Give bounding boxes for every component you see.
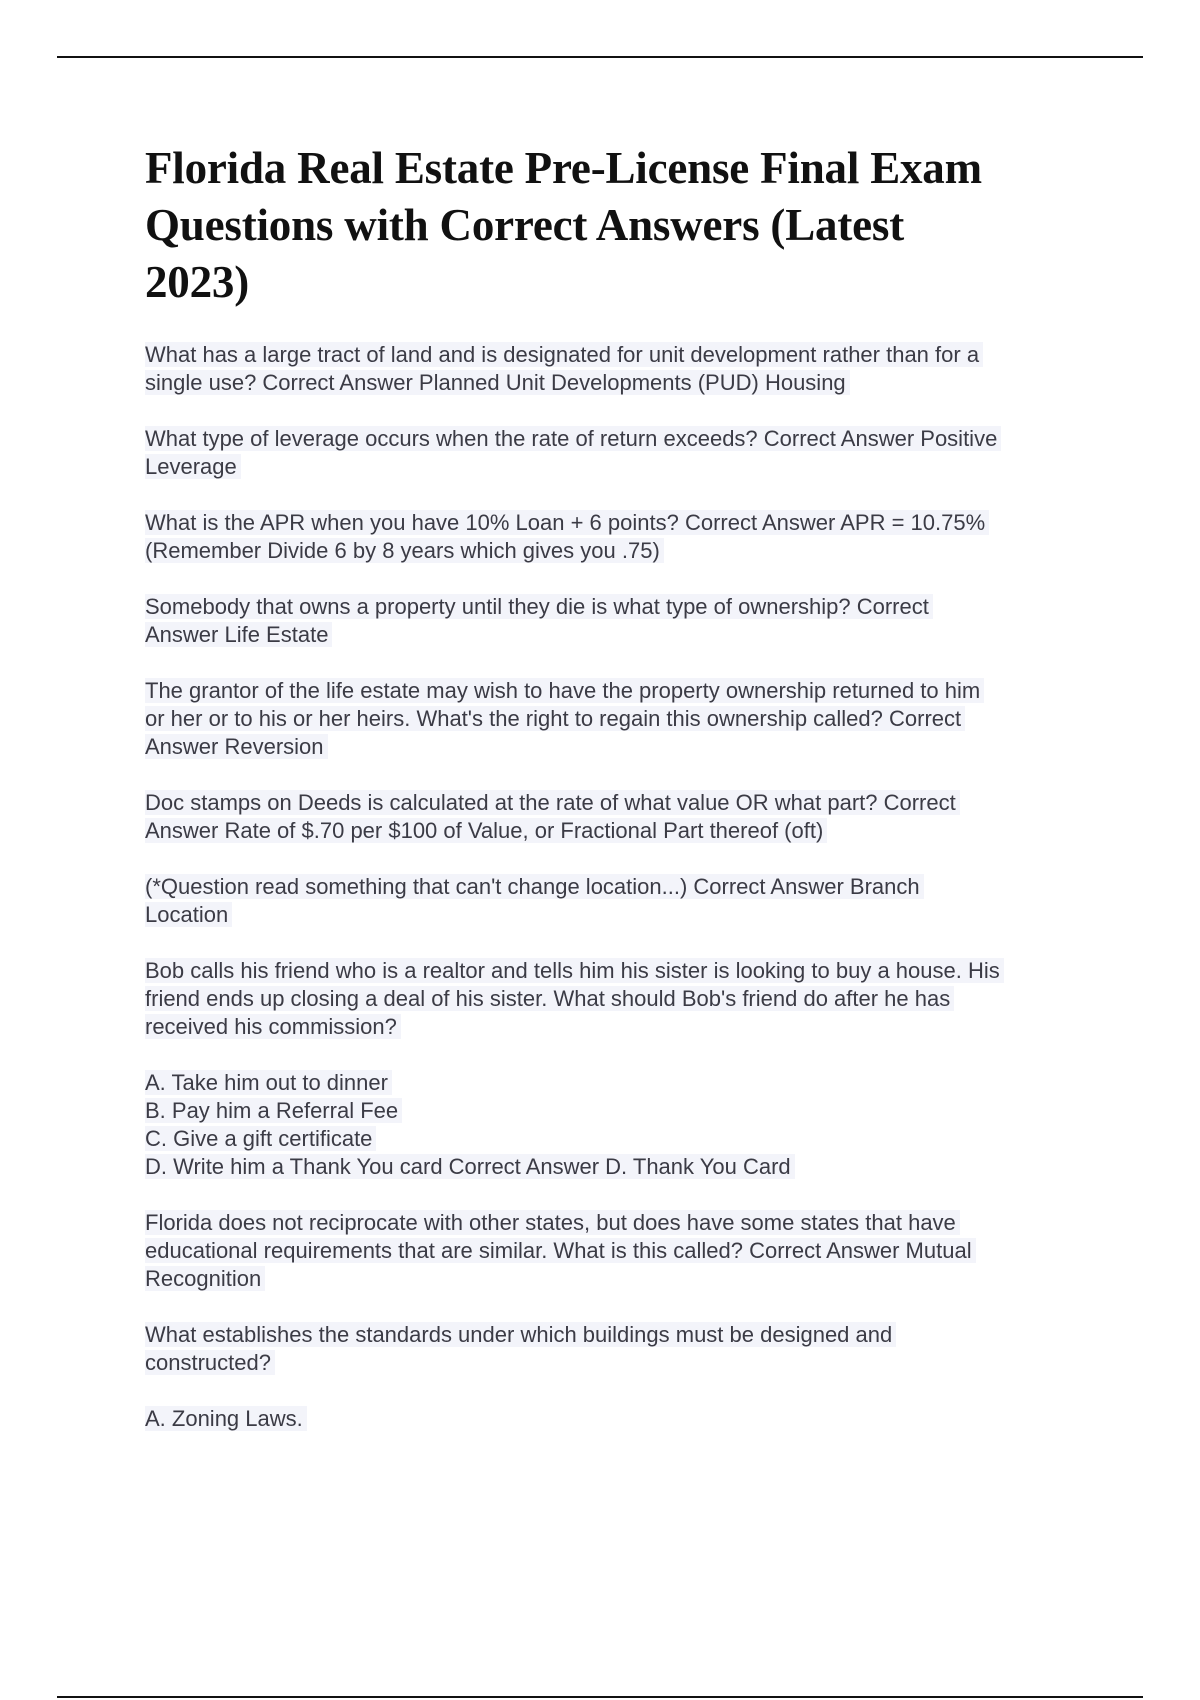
qa-line: (*Question read something that can't change location...) Correct Answer Branch [145,874,924,899]
qa-line: What has a large tract of land and is designated for unit development rather than for a [145,342,983,367]
qa-line: received his commission? [145,1014,401,1039]
top-rule [57,56,1143,58]
qa-item [145,873,1105,929]
title-line: 2023) [145,257,249,307]
qa-line: D. Write him a Thank You card Correct Answer D. Thank You Card [145,1154,795,1179]
qa-item [145,1069,1105,1181]
qa-item [145,1209,1105,1293]
qa-line: C. Give a gift certificate [145,1126,376,1151]
document-title [145,140,1105,311]
qa-item [145,789,1105,845]
title-line: Questions with Correct Answers (Latest [145,200,904,250]
qa-line: educational requirements that are similar. What is this called? Correct Answer Mutual [145,1238,976,1263]
qa-line: What is the APR when you have 10% Loan + 6 points? Correct Answer APR = 10.75% [145,510,989,535]
qa-line: (Remember Divide 6 by 8 years which gives you .75) [145,538,664,563]
qa-item [145,677,1105,761]
qa-item [145,509,1105,565]
qa-line: B. Pay him a Referral Fee [145,1098,402,1123]
qa-line: Answer Reversion [145,734,328,759]
qa-item [145,593,1105,649]
qa-line: single use? Correct Answer Planned Unit Developments (PUD) Housing [145,370,850,395]
qa-line: Somebody that owns a property until they die is what type of ownership? Correct [145,594,933,619]
qa-line: Recognition [145,1266,265,1291]
qa-item [145,1321,1105,1377]
qa-line: Bob calls his friend who is a realtor and tells him his sister is looking to buy a house. His [145,958,1004,983]
qa-item [145,425,1105,481]
qa-line: Florida does not reciprocate with other states, but does have some states that have [145,1210,960,1235]
qa-line: The grantor of the life estate may wish to have the property ownership returned to him [145,678,984,703]
qa-line: Location [145,902,232,927]
qa-line: Doc stamps on Deeds is calculated at the rate of what value OR what part? Correct [145,790,960,815]
qa-line: A. Zoning Laws. [145,1406,307,1431]
qa-item [145,1405,1105,1433]
title-line: Florida Real Estate Pre-License Final Exam [145,143,982,193]
qa-item [145,341,1105,397]
qa-line: or her or to his or her heirs. What's the right to regain this ownership called? Correct [145,706,965,731]
qa-line: Leverage [145,454,241,479]
qa-line: constructed? [145,1350,275,1375]
question-list [145,341,1105,1433]
qa-line: Answer Life Estate [145,622,332,647]
qa-line: What type of leverage occurs when the rate of return exceeds? Correct Answer Positive [145,426,1001,451]
document-body [145,140,1105,1461]
qa-line: A. Take him out to dinner [145,1070,392,1095]
qa-line: What establishes the standards under which buildings must be designed and [145,1322,896,1347]
qa-line: Answer Rate of $.70 per $100 of Value, or Fractional Part thereof (oft) [145,818,827,843]
bottom-rule [57,1696,1143,1698]
qa-line: friend ends up closing a deal of his sister. What should Bob's friend do after he has [145,986,954,1011]
qa-item [145,957,1105,1041]
